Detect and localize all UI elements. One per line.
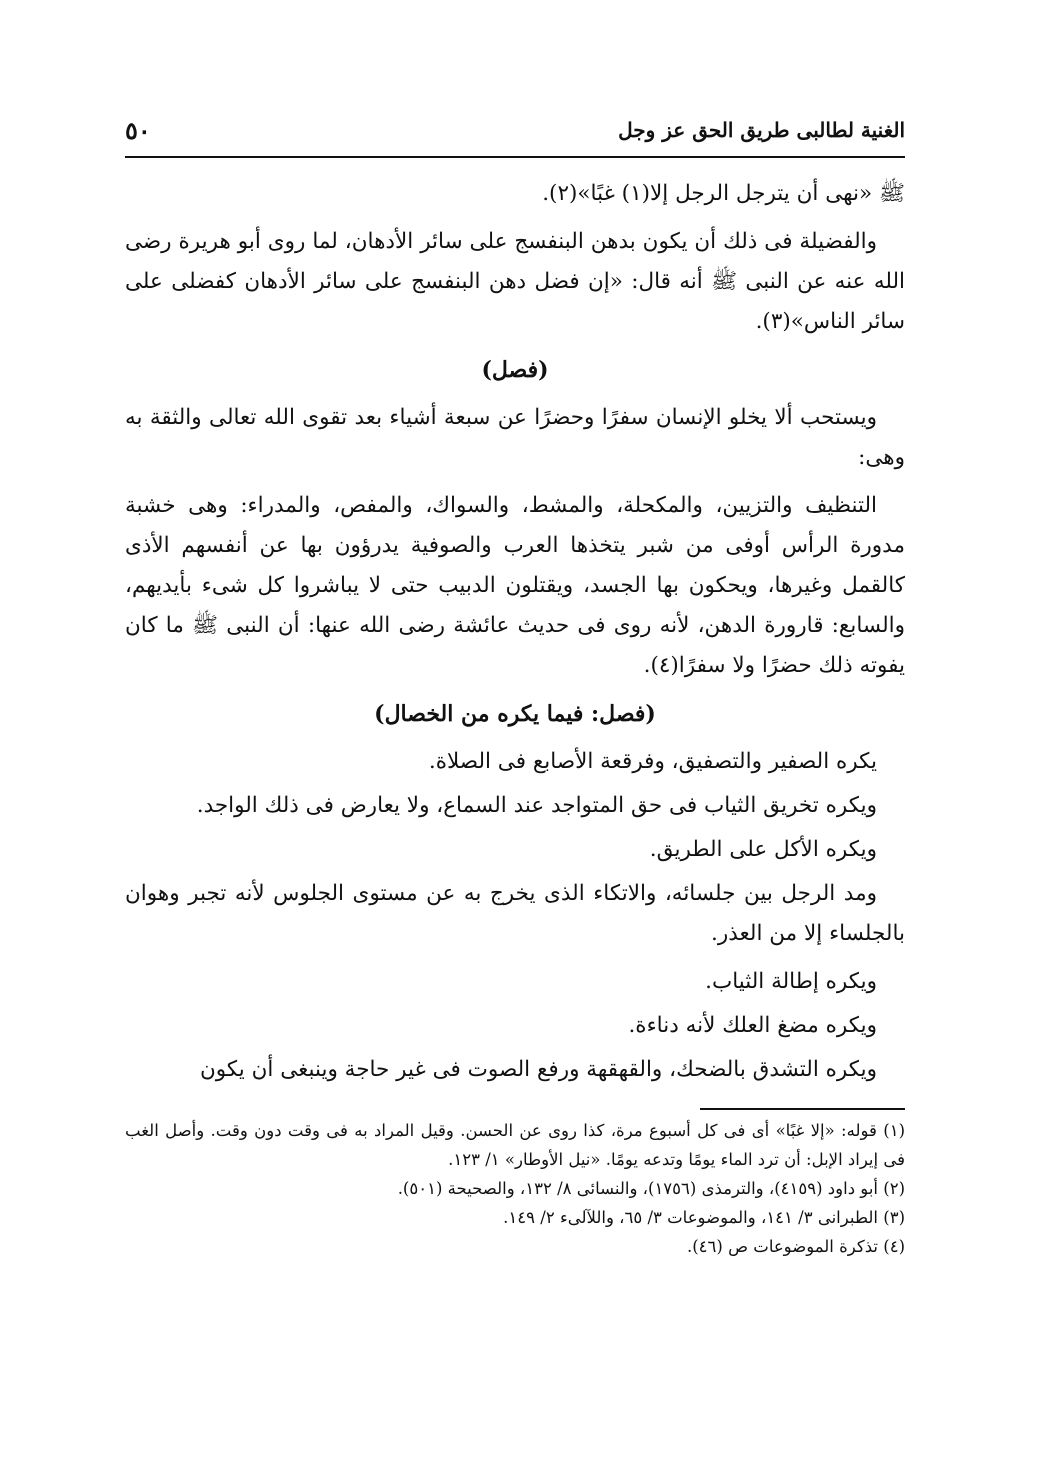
- page-number: ٥٠: [125, 116, 151, 145]
- paragraph: ومد الرجل بين جلسائه، والاتكاء الذى يخرج به عن مستوى الجلوس لأنه تجبر وهوان بالجلساء إلا من العذر.: [125, 881, 905, 946]
- footnote: (٣) الطبرانى ٣/ ١٤١، والموضوعات ٣/ ٦٥، واللآلىء ٢/ ١٤٩.: [503, 1208, 905, 1227]
- paragraph: ويكره الأكل على الطريق.: [649, 837, 877, 862]
- paragraph: ويكره تخريق الثياب فى حق المتواجد عند السماع، ولا يعارض فى ذلك الواجد.: [196, 793, 877, 818]
- paragraph: التنظيف والتزيين، والمكحلة، والمشط، والسواك، والمفص، والمدراء: وهى خشبة مدورة الرأس أوفى من شبر يتخذها العرب والصوفية يدرؤون بها عن أنفسهم الأذى كالقمل وغيرها، ويحكون بها الجسد، ويقتلون الدبيب حتى لا يباشروا كل شىء بأيديهم، والسابع: قارورة الدهن، لأنه روى فى حديث عائشة رضى الله عنها: أن النبى ﷺ ما كان يفوته ذلك حضرًا ولا سفرًا(٤).: [125, 493, 905, 678]
- footnotes: [125, 1116, 905, 1261]
- book-page: [125, 110, 905, 1261]
- section-heading: (فصل: فيما يكره من الخصال): [374, 701, 656, 727]
- footnote: (٢) أبو داود (٤١٥٩)، والترمذى (١٧٥٦)، والنسائى ٨/ ١٣٢، والصحيحة (٥٠١).: [397, 1179, 905, 1198]
- paragraph: ﷺ «نهى أن يترجل الرجل إلا(١) غبًا»(٢).: [542, 181, 905, 206]
- page-header: [125, 110, 905, 158]
- footnote: (٤) تذكرة الموضوعات ص (٤٦).: [686, 1237, 905, 1256]
- running-title: الغنية لطالبى طريق الحق عز وجل: [618, 118, 905, 142]
- section-heading: (فصل): [481, 357, 549, 383]
- paragraph: والفضيلة فى ذلك أن يكون بدهن البنفسج على سائر الأدهان، لما روى أبو هريرة رضى الله عنه عن النبى ﷺ أنه قال: «إن فضل دهن البنفسج على سائر الأدهان كفضلى على سائر الناس»(٣).: [125, 229, 905, 334]
- paragraph: يكره الصفير والتصفيق، وفرقعة الأصابع فى الصلاة.: [428, 749, 877, 774]
- main-text: [125, 174, 905, 1090]
- paragraph: ويكره التشدق بالضحك، والقهقهة ورفع الصوت فى غير حاجة وينبغى أن يكون: [200, 1057, 877, 1082]
- footnote-divider: [700, 1108, 905, 1110]
- paragraph: ويستحب ألا يخلو الإنسان سفرًا وحضرًا عن سبعة أشياء بعد تقوى الله تعالى والثقة به وهى:: [125, 405, 905, 470]
- footnote: (١) قوله: «إلا غبًا» أى فى كل أسبوع مرة، كذا روى عن الحسن. وقيل المراد به فى وقت دون وقت. وأصل الغب فى إيراد الإبل: أن ترد الماء يومًا وتدعه يومًا. «نيل الأوطار» ١/ ١٢٣.: [125, 1121, 905, 1169]
- paragraph: ويكره إطالة الثياب.: [705, 969, 877, 994]
- paragraph: ويكره مضغ العلك لأنه دناءة.: [628, 1013, 877, 1038]
